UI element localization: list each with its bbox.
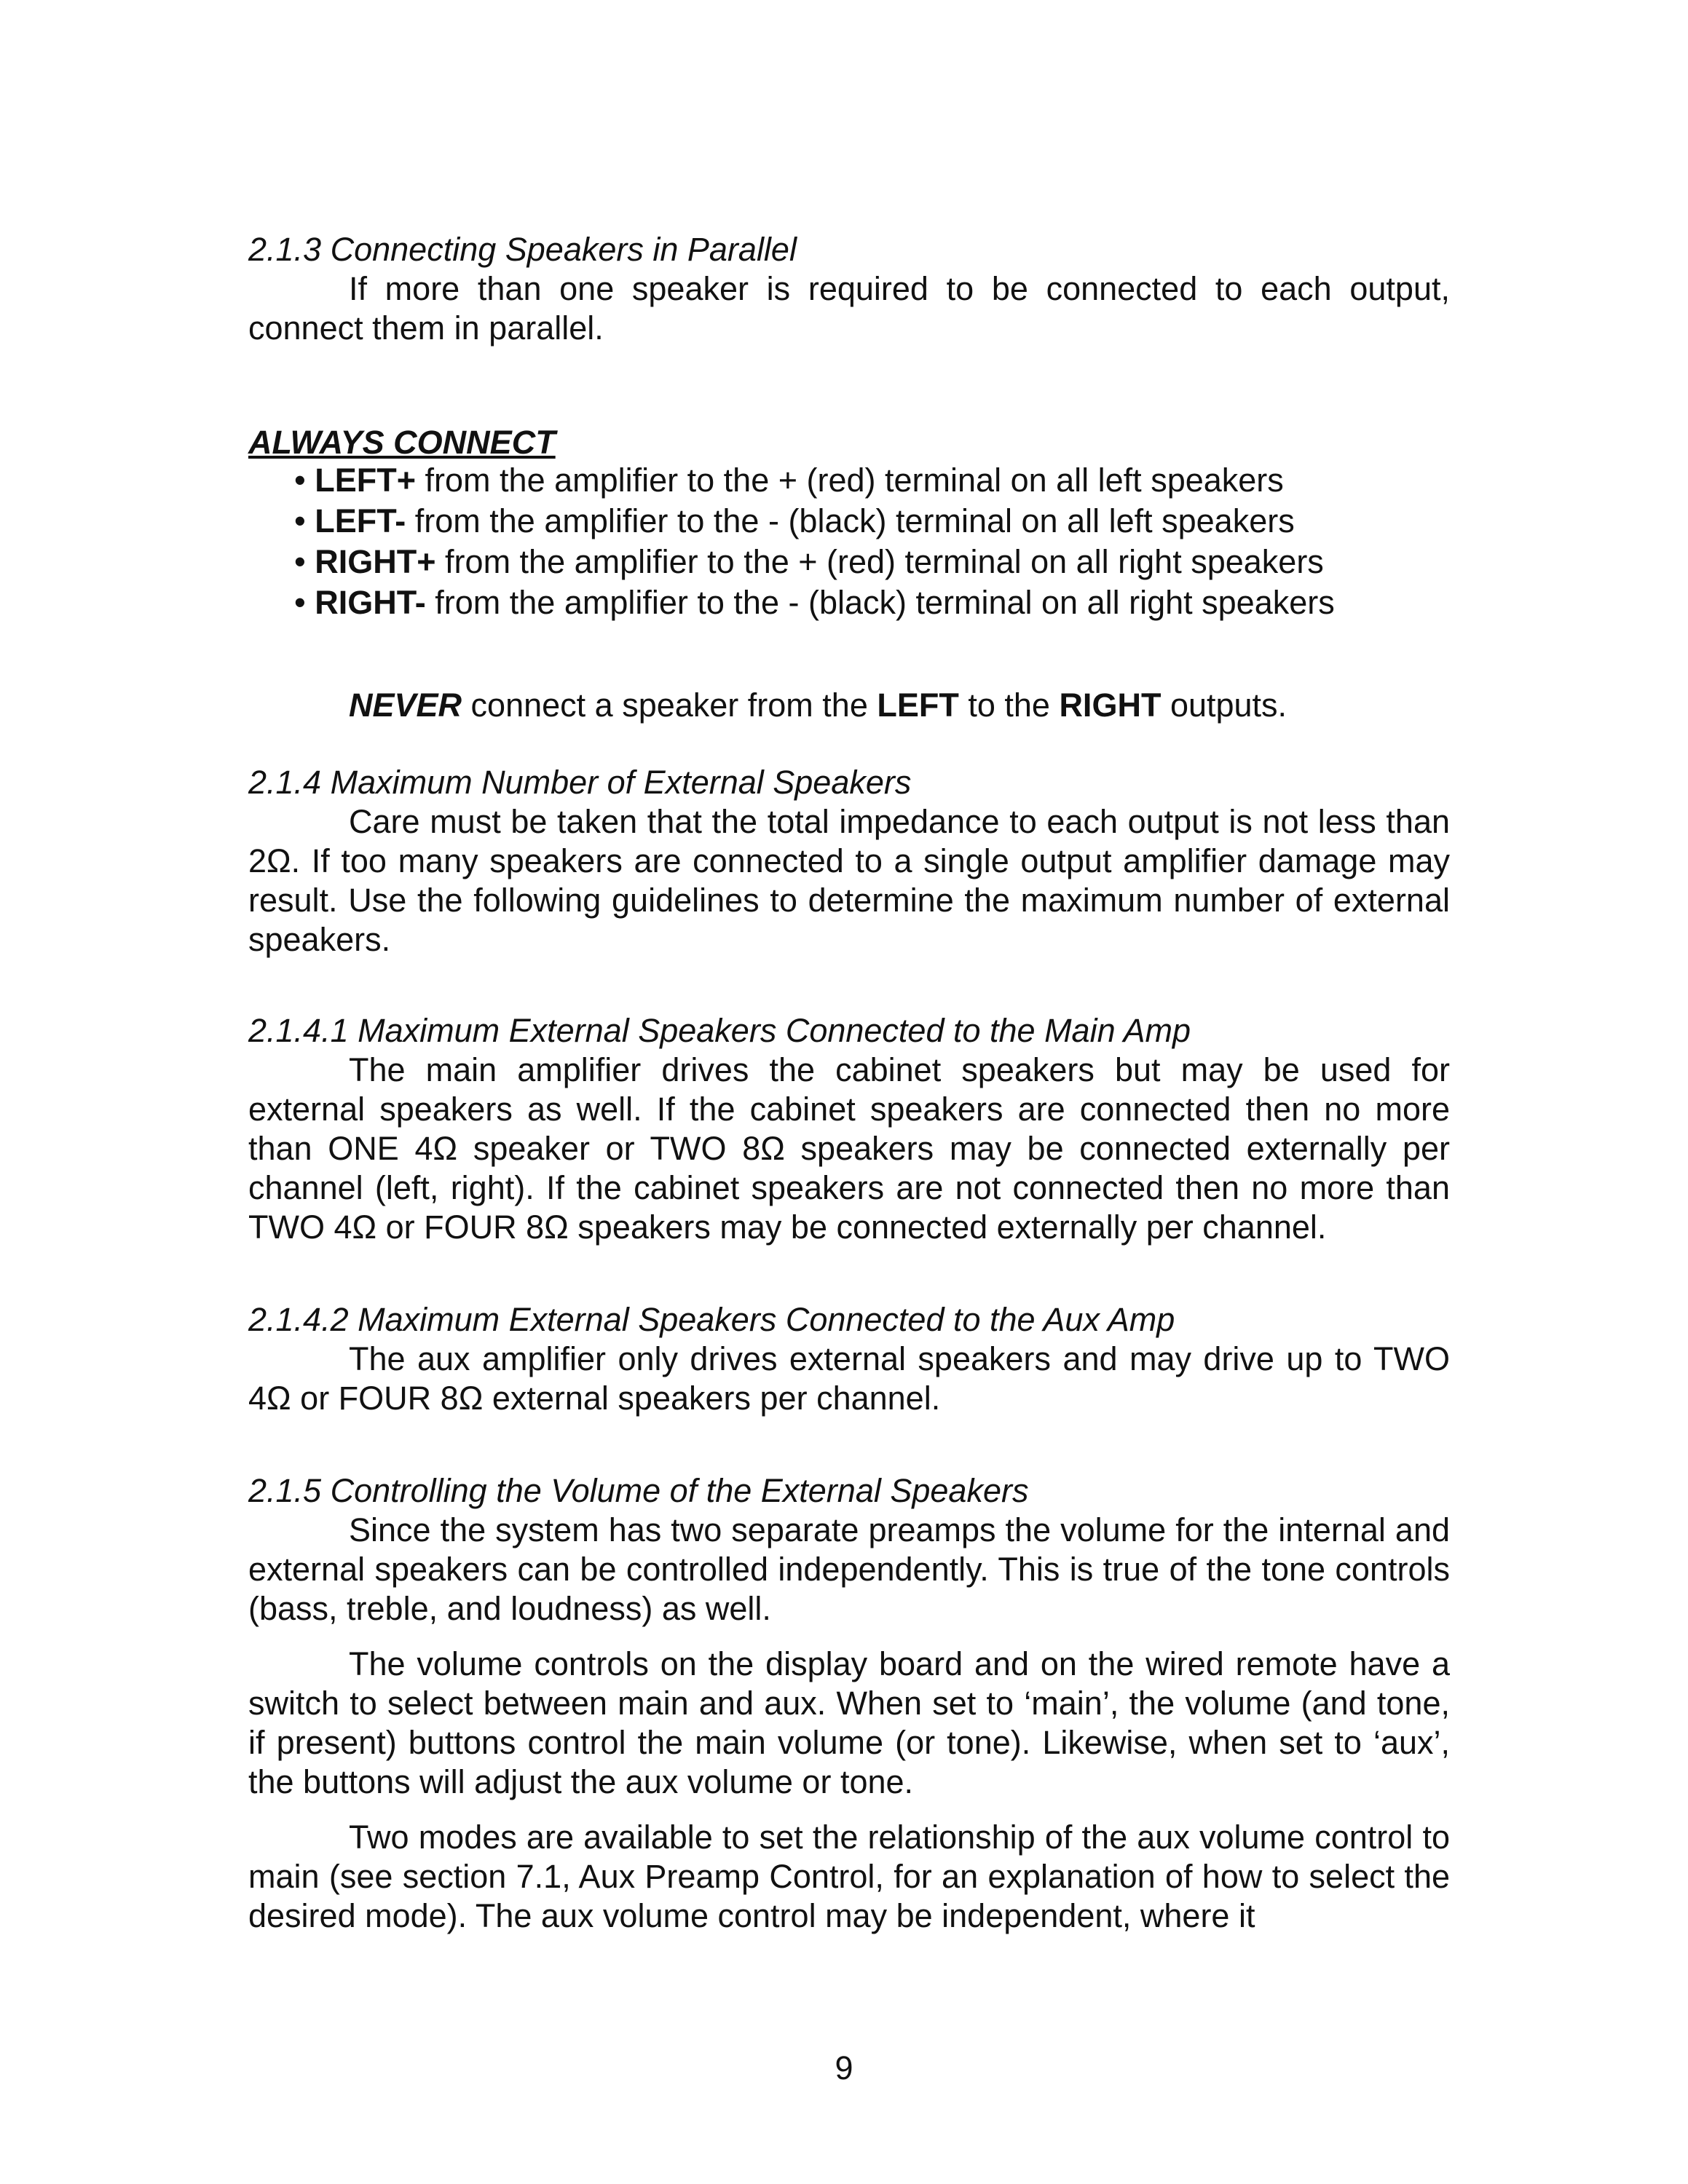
left-label: LEFT bbox=[877, 687, 959, 724]
paragraph: If more than one speaker is required to be connected to each output, connect them in parallel. bbox=[248, 270, 1450, 347]
always-connect-title: ALWAYS CONNECT bbox=[248, 424, 556, 461]
paragraph: Care must be taken that the total impedance to each output is not less than 2Ω. If too many speakers are connected to a single output amplifier damage may result. Use the following guidelines to determine the maximum number of external speakers. bbox=[248, 803, 1450, 958]
section-2-1-4-1 bbox=[248, 1011, 1450, 1247]
never-warning bbox=[349, 686, 1287, 725]
section-heading: 2.1.4 Maximum Number of External Speakers bbox=[248, 764, 912, 801]
section-heading: 2.1.4.1 Maximum External Speakers Connected to the Main Amp bbox=[248, 1012, 1191, 1049]
list-item-text: from the amplifier to the + (red) terminal on all right speakers bbox=[435, 543, 1324, 580]
list-item: • RIGHT+ from the amplifier to the + (red) terminal on all right speakers bbox=[294, 543, 1324, 580]
section-2-1-4 bbox=[248, 763, 1450, 960]
section-2-1-5 bbox=[248, 1471, 1450, 1936]
terminal-label: LEFT- bbox=[315, 502, 406, 539]
always-connect-heading bbox=[248, 423, 1450, 462]
connection-list bbox=[294, 460, 1532, 623]
list-item-text: from the amplifier to the - (black) terminal on all left speakers bbox=[406, 502, 1295, 539]
warning-text: connect a speaker from the bbox=[462, 687, 877, 724]
section-2-1-3 bbox=[248, 230, 1450, 348]
warning-text: to the bbox=[958, 687, 1060, 724]
list-item: • LEFT+ from the amplifier to the + (red) terminal on all left speakers bbox=[294, 462, 1284, 499]
paragraph: The main amplifier drives the cabinet speakers but may be used for external speakers as well. If the cabinet speakers are connected then no more than ONE 4Ω speaker or TWO 8Ω speakers may be connected externally per channel (left, right). If the cabinet speakers are not connected then no more than TWO 4Ω or FOUR 8Ω speakers may be connected externally per channel. bbox=[248, 1051, 1450, 1246]
list-item: • LEFT- from the amplifier to the - (black) terminal on all left speakers bbox=[294, 502, 1295, 539]
never-label: NEVER bbox=[349, 687, 462, 724]
section-heading: 2.1.5 Controlling the Volume of the External Speakers bbox=[248, 1472, 1029, 1509]
list-item-text: from the amplifier to the + (red) terminal on all left speakers bbox=[416, 462, 1284, 499]
paragraph: Since the system has two separate preamps the volume for the internal and external speakers can be controlled independently. This is true of the tone controls (bass, treble, and loudness) as well. bbox=[248, 1511, 1450, 1627]
list-item-text: from the amplifier to the - (black) terminal on all right speakers bbox=[425, 584, 1335, 621]
page-number: 9 bbox=[835, 2049, 853, 2086]
terminal-label: RIGHT- bbox=[315, 584, 426, 621]
section-2-1-4-2 bbox=[248, 1300, 1450, 1418]
terminal-label: RIGHT+ bbox=[315, 543, 436, 580]
warning-text: outputs. bbox=[1161, 687, 1287, 724]
paragraph: The aux amplifier only drives external speakers and may drive up to TWO 4Ω or FOUR 8Ω external speakers per channel. bbox=[248, 1340, 1450, 1417]
paragraph: Two modes are available to set the relationship of the aux volume control to main (see section 7.1, Aux Preamp Control, for an explanation of how to select the desired mode). The aux volume control may be independent, where it bbox=[248, 1819, 1450, 1934]
list-item: • RIGHT- from the amplifier to the - (black) terminal on all right speakers bbox=[294, 584, 1335, 621]
paragraph: The volume controls on the display board and on the wired remote have a switch to select between main and aux. When set to ‘main’, the volume (and tone, if present) buttons control the main volume (or tone). Likewise, when set to ‘aux’, the buttons will adjust the aux volume or tone. bbox=[248, 1645, 1450, 1800]
terminal-label: LEFT+ bbox=[315, 462, 417, 499]
section-heading: 2.1.4.2 Maximum External Speakers Connected to the Aux Amp bbox=[248, 1301, 1175, 1338]
section-heading: 2.1.3 Connecting Speakers in Parallel bbox=[248, 231, 797, 268]
right-label: RIGHT bbox=[1059, 687, 1162, 724]
